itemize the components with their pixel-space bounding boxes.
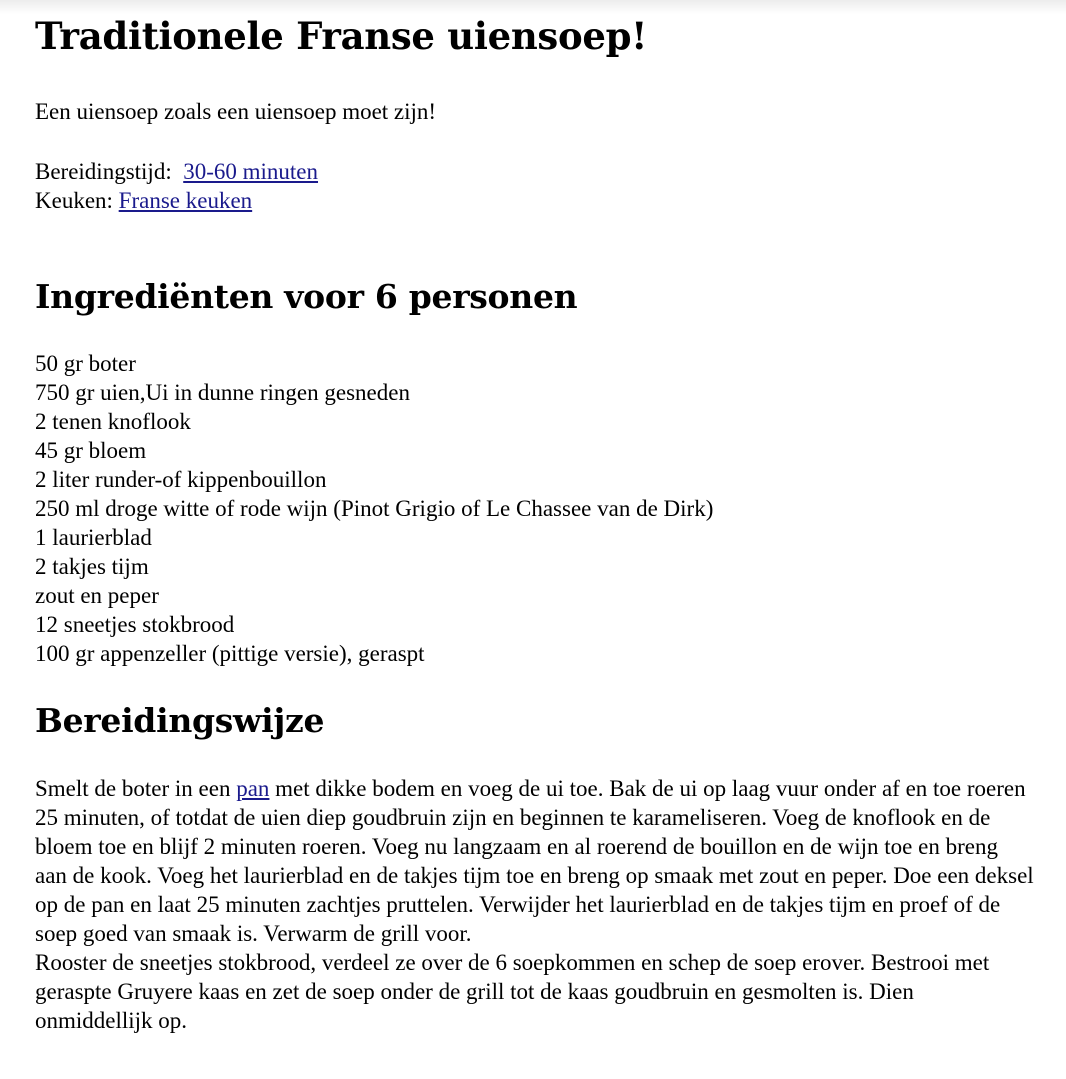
preparation-text-start: Smelt de boter in een bbox=[35, 776, 237, 801]
ingredient-item: 2 liter runder-of kippenbouillon bbox=[35, 467, 327, 492]
preparation-text-rest: met dikke bodem en voeg de ui toe. Bak de ui op laag vuur onder af en toe roeren 25 minuten, of totdat de uien diep goudbruin zijn en beginnen te karameliseren. Voeg de knoflook en de bloem toe en blijf 2 minuten roeren. Voeg nu langzaam en al roerend de bouillon en de wijn toe en breng aan de kook. Voeg het laurierblad en de takjes tijm toe en breng op smaak met zout en peper. Doe een deksel op de pan en laat 25 minuten zachtjes pruttelen. Verwijder het laurierblad en de takjes tijm en proef of de soep goed van smaak is. Verwarm de grill voor. bbox=[35, 776, 1034, 946]
ingredients-heading: Ingrediënten voor 6 personen bbox=[35, 277, 578, 316]
ingredient-item: 100 gr appenzeller (pittige versie), geraspt bbox=[35, 641, 425, 666]
cuisine-link[interactable]: Franse keuken bbox=[118, 188, 253, 213]
ingredient-item: 750 gr uien,Ui in dunne ringen gesneden bbox=[35, 380, 410, 405]
cuisine-label: Keuken: bbox=[35, 188, 113, 213]
ingredient-item: 12 sneetjes stokbrood bbox=[35, 612, 235, 637]
recipe-intro: Een uiensoep zoals een uiensoep moet zijn! bbox=[35, 99, 437, 124]
page-title: Traditionele Franse uiensoep! bbox=[35, 14, 648, 58]
ingredient-item: 50 gr boter bbox=[35, 351, 136, 376]
preparation-text bbox=[35, 774, 1035, 1035]
ingredient-item: 2 takjes tijm bbox=[35, 554, 149, 579]
recipe-meta bbox=[35, 157, 318, 215]
ingredient-item: 1 laurierblad bbox=[35, 525, 152, 550]
ingredient-item: zout en peper bbox=[35, 583, 159, 608]
prep-time-label: Bereidingstijd: bbox=[35, 159, 172, 184]
preparation-paragraph-2: Rooster de sneetjes stokbrood, verdeel ze over de 6 soepkommen en schep de soep erover. Bestrooi met geraspte Gruyere kaas en zet de soep onder de grill tot de kaas goudbruin en gesmolten is. Dien onmiddellijk op. bbox=[35, 950, 990, 1033]
ingredient-item: 2 tenen knoflook bbox=[35, 409, 191, 434]
pan-link[interactable]: pan bbox=[236, 776, 270, 801]
cuisine-row bbox=[35, 186, 318, 215]
preparation-heading: Bereidingswijze bbox=[35, 701, 325, 740]
ingredients-list bbox=[35, 349, 713, 668]
preparation-paragraph-1 bbox=[35, 774, 1035, 948]
prep-time-row bbox=[35, 157, 318, 186]
ingredient-item: 250 ml droge witte of rode wijn (Pinot Grigio of Le Chassee van de Dirk) bbox=[35, 496, 714, 521]
ingredient-item: 45 gr bloem bbox=[35, 438, 147, 463]
prep-time-link[interactable]: 30-60 minuten bbox=[183, 159, 319, 184]
